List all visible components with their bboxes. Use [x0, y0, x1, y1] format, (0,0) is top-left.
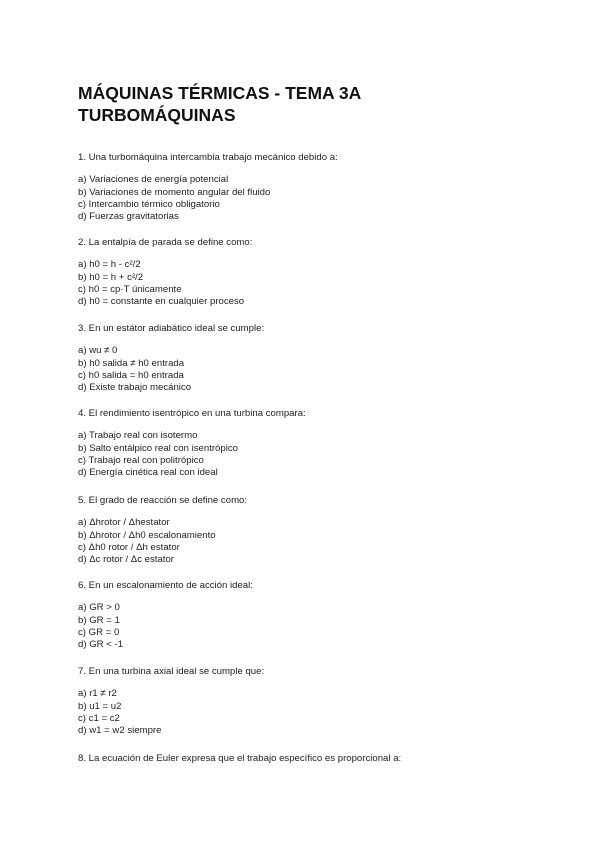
answer-options	[78, 174, 578, 223]
option-b: b) Variaciones de momento angular del fluido	[78, 186, 271, 198]
question-text: 3. En un estátor adiabático ideal se cumple:	[78, 323, 265, 334]
option-a: a) wu ≠ 0	[78, 345, 118, 357]
answer-options	[78, 345, 578, 394]
option-d: d) Fuerzas gravitatorias	[78, 211, 179, 223]
question-text: 5. El grado de reacción se define como:	[78, 495, 248, 506]
option-d: d) Δc rotor / Δc estator	[78, 554, 174, 566]
question-7	[78, 666, 578, 737]
answer-options	[78, 259, 578, 308]
question-text: 6. En un escalonamiento de acción ideal:	[78, 580, 253, 591]
option-b: b) h0 salida ≠ h0 entrada	[78, 357, 185, 369]
document-title	[78, 82, 361, 126]
option-a: a) r1 ≠ r2	[78, 688, 117, 700]
option-c: c) Intercambio térmico obligatorio	[78, 198, 220, 210]
title-line-2: TURBOMÁQUINAS	[78, 105, 236, 125]
question-5	[78, 495, 578, 566]
option-b: b) GR = 1	[78, 614, 120, 626]
option-d: d) GR < -1	[78, 639, 124, 651]
option-d: d) w1 = w2 siempre	[78, 725, 162, 737]
answer-options	[78, 430, 578, 479]
option-d: d) Energía cinética real con ideal	[78, 467, 218, 479]
option-b: b) h0 = h + c²/2	[78, 271, 144, 283]
answer-options	[78, 688, 578, 737]
option-a: a) Trabajo real con isotermo	[78, 430, 198, 442]
answer-options	[78, 517, 578, 566]
question-text: 2. La entalpía de parada se define como:	[78, 237, 253, 248]
question-6	[78, 580, 578, 651]
option-b: b) u1 = u2	[78, 700, 122, 712]
question-1	[78, 152, 578, 223]
answer-options	[78, 602, 578, 651]
title-line-1: MÁQUINAS TÉRMICAS - TEMA 3A	[78, 83, 362, 103]
option-a: a) Δhrotor / Δhestator	[78, 517, 170, 529]
option-d: d) Existe trabajo mecánico	[78, 382, 192, 394]
option-b: b) Salto entálpico real con isentrópico	[78, 442, 238, 454]
question-text: 1. Una turbomáquina intercambia trabajo mecánico debido a:	[78, 152, 338, 163]
option-a: a) Variaciones de energía potencial	[78, 174, 229, 186]
option-a: a) h0 = h - c²/2	[78, 259, 141, 271]
option-c: c) h0 salida = h0 entrada	[78, 369, 184, 381]
question-4	[78, 408, 578, 479]
option-c: c) Δh0 rotor / Δh estator	[78, 541, 180, 553]
question-text: 8. La ecuación de Euler expresa que el trabajo específico es proporcional a:	[78, 753, 402, 764]
option-c: c) GR = 0	[78, 626, 120, 638]
question-3	[78, 323, 578, 394]
question-text: 7. En una turbina axial ideal se cumple que:	[78, 666, 265, 677]
option-d: d) h0 = constante en cualquier proceso	[78, 296, 245, 308]
option-a: a) GR > 0	[78, 602, 120, 614]
question-8	[78, 753, 578, 775]
option-b: b) Δhrotor / Δh0 escalonamiento	[78, 529, 216, 541]
option-c: c) h0 = cp·T únicamente	[78, 283, 182, 295]
question-text: 4. El rendimiento isentrópico en una turbina compara:	[78, 408, 306, 419]
question-2	[78, 237, 578, 308]
option-c: c) c1 = c2	[78, 712, 120, 724]
option-c: c) Trabajo real con politrópico	[78, 454, 204, 466]
